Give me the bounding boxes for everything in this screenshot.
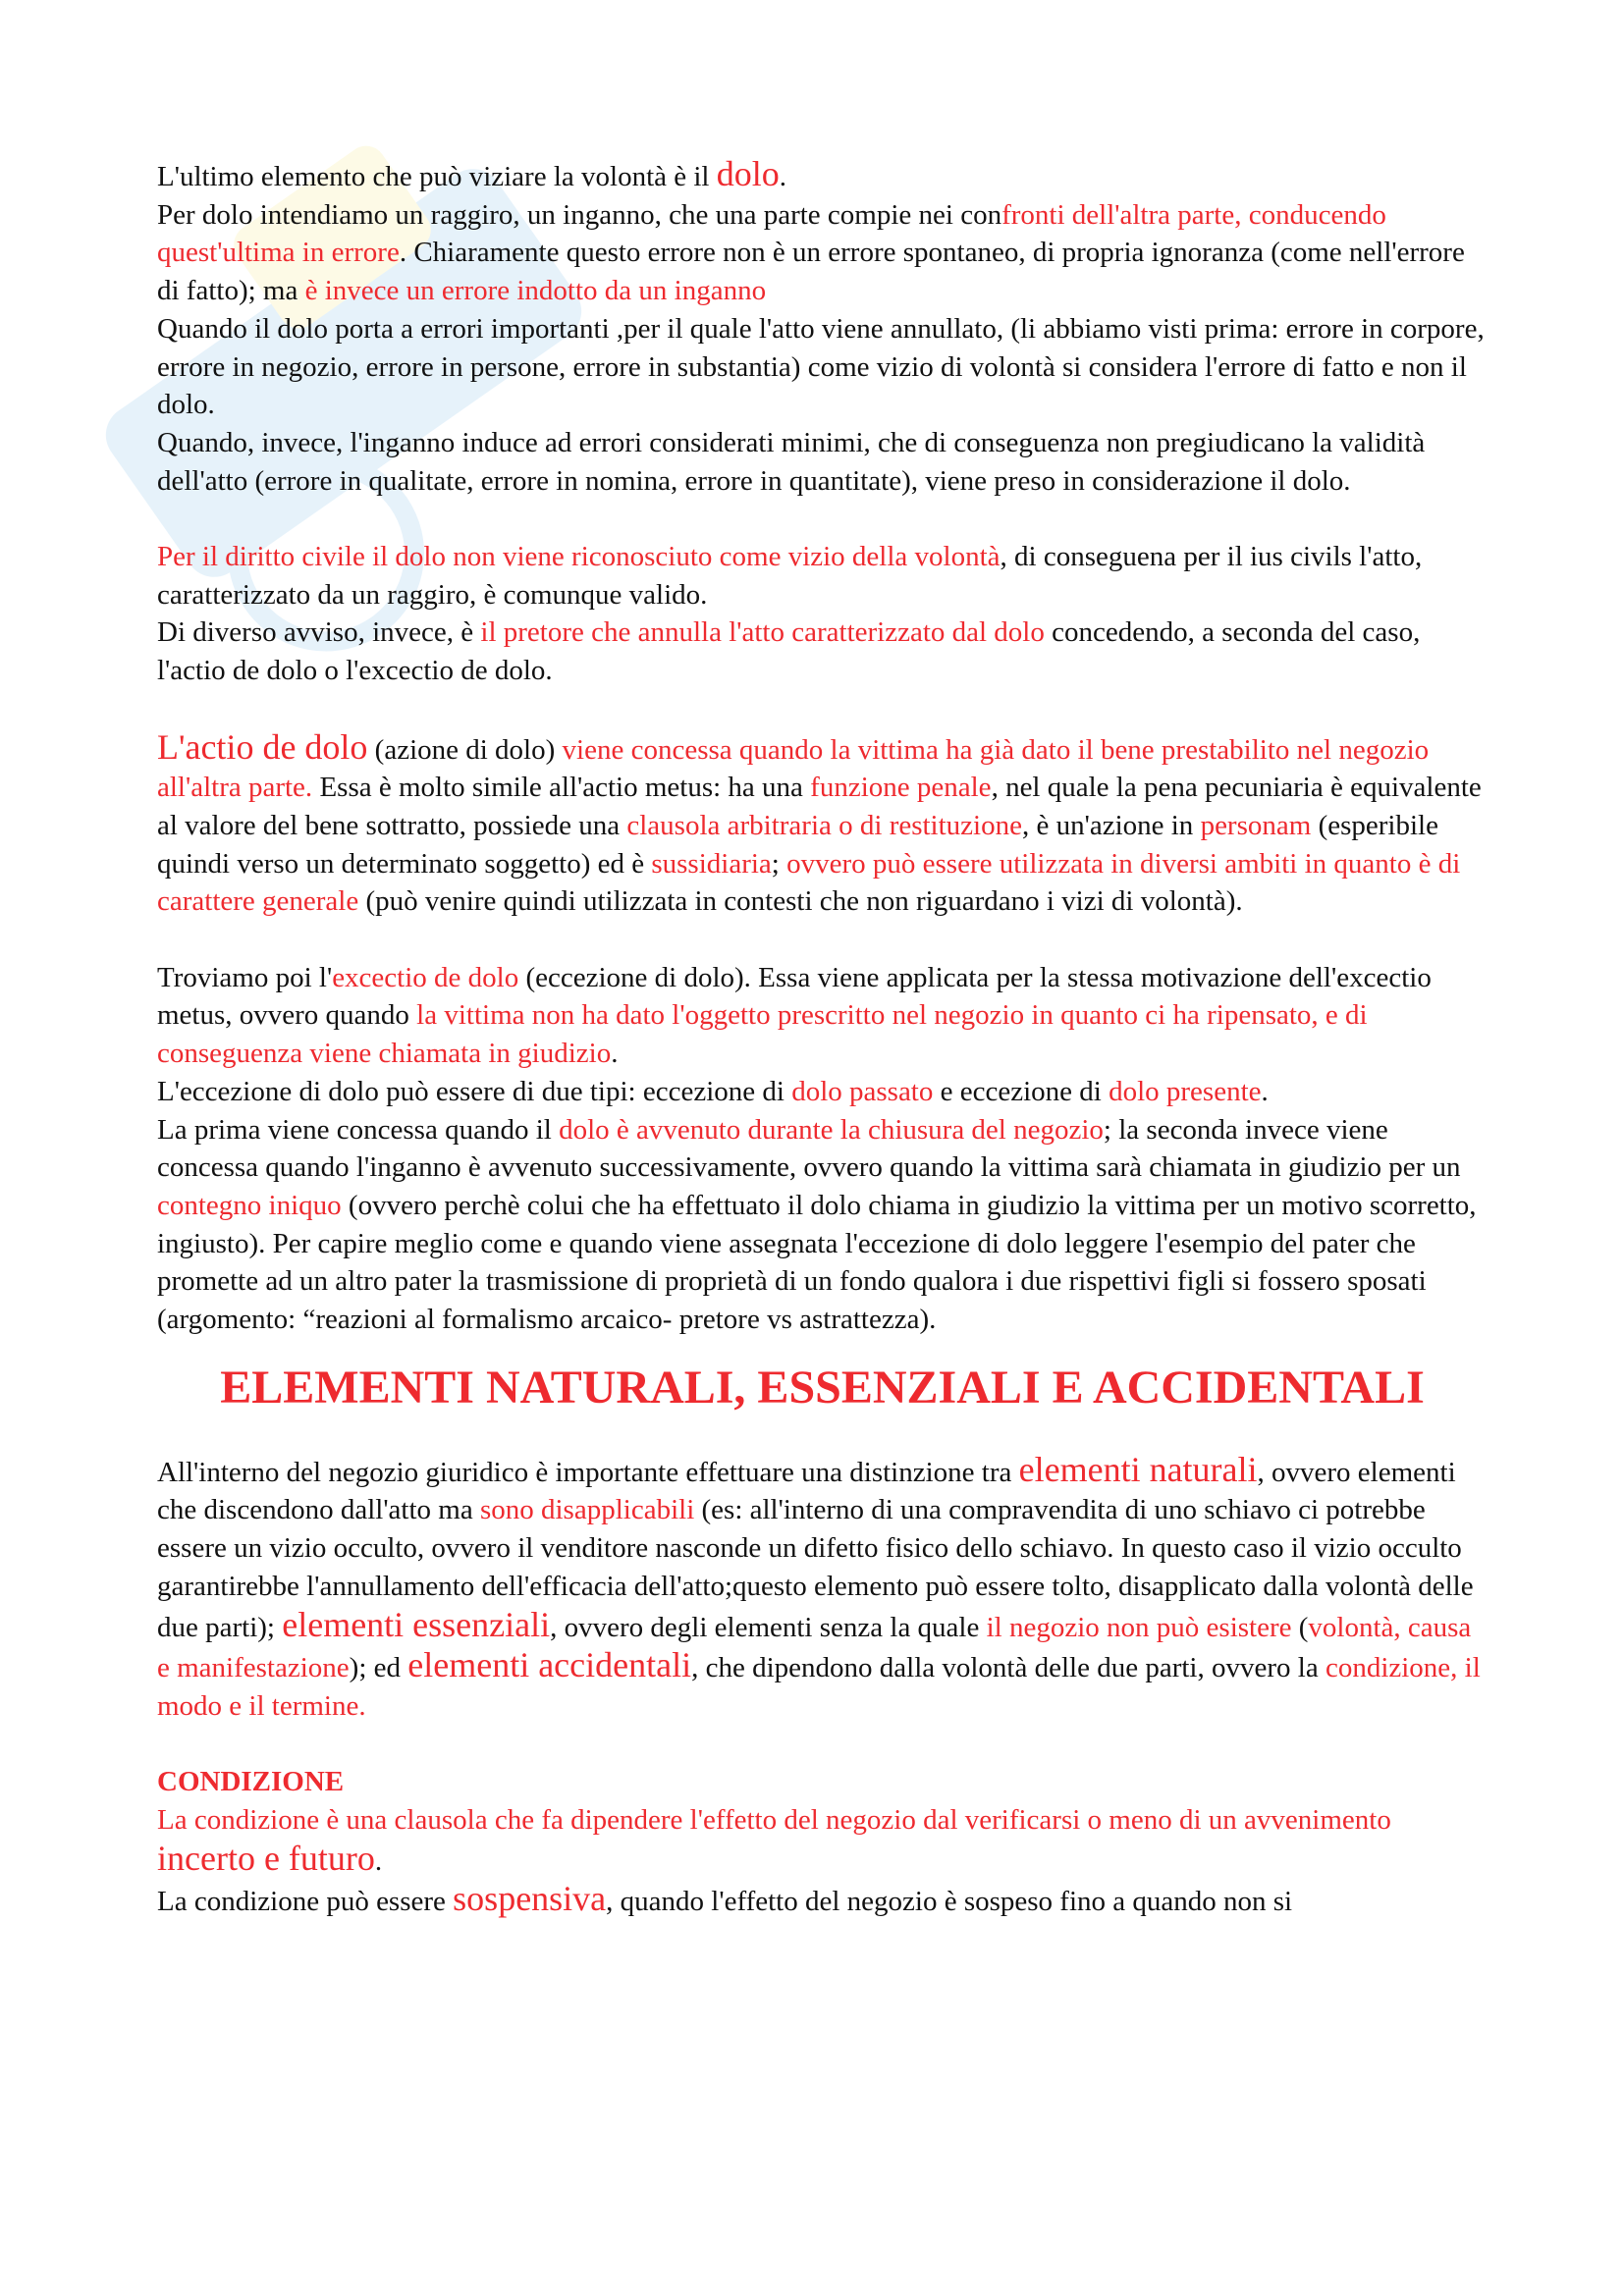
paragraph	[157, 196, 1488, 310]
section-heading: ELEMENTI NATURALI, ESSENZIALI E ACCIDENTALI	[220, 1361, 1425, 1414]
highlighted-text: elementi naturali	[1018, 1449, 1258, 1489]
text-run: Troviamo poi l'	[157, 961, 333, 993]
text-run: Per dolo intendiamo un raggiro, un inganno, che una parte compie nei con	[157, 198, 1002, 231]
highlighted-text: dolo passato	[791, 1075, 934, 1107]
text-run: , ovvero elementi che discendono dall'atto ma	[157, 1456, 1456, 1526]
paragraph	[157, 424, 1488, 500]
highlighted-text: viene concessa quando la vittima ha già dato il bene prestabilito nel negozio all'altra parte.	[157, 733, 1430, 804]
highlighted-text: CONDIZIONE	[157, 1766, 345, 1798]
highlighted-text: funzione penale	[810, 772, 992, 804]
highlighted-text: L'actio de dolo	[157, 726, 368, 767]
text-run: , di conseguena per il ius civils l'atto, caratterizzato da un raggiro, è comunque valido.	[157, 541, 1423, 611]
paragraph	[157, 1880, 1488, 1921]
highlighted-text: il pretore che annulla l'atto caratterizzato dal dolo	[480, 616, 1045, 649]
highlighted-text: ovvero può essere utilizzata in diversi ambiti in quanto è di carattere generale	[157, 847, 1461, 918]
paragraph	[157, 1451, 1488, 1726]
highlighted-text: volontà, causa e manifestazione	[157, 1611, 1472, 1684]
highlighted-text: sussidiaria	[651, 847, 772, 880]
paragraph	[157, 538, 1488, 614]
text-run: e eccezione di	[933, 1075, 1109, 1107]
highlighted-text: Per il diritto civile il dolo non viene riconosciuto come vizio della volontà	[157, 541, 1001, 573]
highlighted-text: sospensiva	[453, 1879, 607, 1919]
text-run: (può venire quindi utilizzata in contesti che non riguardano i vizi di volontà).	[358, 885, 1243, 918]
highlighted-text: excectio de dolo	[332, 961, 519, 993]
paragraph	[157, 310, 1488, 424]
text-run: (ovvero perchè colui che ha effettuato il dolo chiama in giudizio la vittima per un motivo scorretto, ingiusto). Per capire meglio come e quando viene assegnata l'eccezione di dolo leggere l'esempio del pater che promette ad un altro pater la trasmissione di proprietà di un fondo qualora i due rispettivi figli si fossero sposati (argomento: “reazioni al formalismo arcaico- pretore vs astrattezza).	[157, 1189, 1477, 1336]
text-run: , ovvero degli elementi senza la quale	[550, 1611, 987, 1643]
highlighted-text: fronti dell'altra parte, conducendo quest'ultima in errore	[157, 198, 1386, 269]
text-run: (eccezione di dolo). Essa viene applicata per la stessa motivazione dell'excectio metus, ovvero quando	[157, 961, 1432, 1032]
text-run: L'ultimo elemento che può viziare la volontà è il	[157, 161, 717, 192]
text-run: , quando l'effetto del negozio è sospeso fino a quando non si	[606, 1886, 1293, 1918]
highlighted-text: dolo presente	[1109, 1075, 1262, 1107]
paragraph	[157, 1763, 1488, 1801]
highlighted-text: contegno iniquo	[157, 1189, 342, 1221]
paragraph	[157, 728, 1488, 922]
text-run: .	[1261, 1075, 1269, 1107]
text-run: Quando, invece, l'inganno induce ad errori considerati minimi, che di conseguenza non pregiudicano la validità dell'atto (errore in qualitate, errore in nomina, errore in quantitate), viene preso in considerazione il dolo.	[157, 426, 1426, 497]
paragraph	[157, 1073, 1488, 1111]
highlighted-text: La condizione è una clausola che fa dipendere l'effetto del negozio dal verificarsi o meno di un avvenimento	[157, 1804, 1391, 1837]
paragraph	[157, 959, 1488, 1073]
paragraph	[157, 155, 1488, 196]
text-run: (esperibile quindi verso un determinato soggetto) ed è	[157, 809, 1438, 880]
text-run: (azione di dolo)	[367, 733, 563, 766]
highlighted-text: personam	[1200, 809, 1312, 841]
text-run: .	[779, 161, 786, 192]
text-run: Essa è molto simile all'actio metus: ha una	[312, 772, 811, 804]
text-run: La condizione può essere	[157, 1886, 454, 1918]
paragraph	[157, 614, 1488, 689]
text-run: La prima viene concessa quando il	[157, 1113, 560, 1146]
text-run: concedendo, a seconda del caso, l'actio de dolo o l'excectio de dolo.	[157, 616, 1421, 687]
text-run: ;	[771, 847, 787, 880]
highlighted-text: dolo è avvenuto durante la chiusura del negozio	[559, 1113, 1104, 1146]
document-page	[157, 155, 1488, 1921]
text-run: ); ed	[349, 1652, 408, 1684]
text-run: Di diverso avviso, invece, è	[157, 616, 481, 649]
text-run: Quando il dolo porta a errori importanti ,per il quale l'atto viene annullato, (li abbiamo visti prima: errore in corpore, errore in negozio, errore in persone, errore in substantia) come vizio di volontà si considera l'errore di fatto e non il dolo.	[157, 312, 1485, 421]
text-run: , nel quale la pena pecuniaria è equivalente al valore del bene sottratto, possiede una	[157, 772, 1482, 841]
text-run: . Chiaramente questo errore non è un errore spontaneo, di propria ignoranza (come nell'errore di fatto); ma	[157, 237, 1465, 307]
highlighted-text: il negozio non può esistere	[986, 1611, 1292, 1643]
text-run: , è un'azione in	[1021, 809, 1201, 841]
highlighted-text: elementi accidentali	[407, 1645, 692, 1685]
highlighted-text: è invece un errore indotto da un inganno	[304, 275, 767, 307]
text-run: (es: all'interno di una compravendita di uno schiavo ci potrebbe essere un vizio occulto, ovvero il venditore nasconde un difetto fisico dello schiavo. In questo caso il vizio occulto garantirebbe l'annullamento dell'efficacia dell'atto;questo elemento può essere tolto, disapplicato dalla volontà delle due parti);	[157, 1494, 1474, 1643]
blank-line	[157, 690, 1488, 728]
paragraph	[157, 1801, 1488, 1880]
text-run: , che dipendono dalla volontà delle due parti, ovvero la	[691, 1652, 1325, 1684]
paragraph	[157, 1111, 1488, 1339]
blank-line	[157, 921, 1488, 959]
text-run: .	[374, 1844, 383, 1877]
blank-line	[157, 1726, 1488, 1764]
highlighted-text: incerto e futuro	[157, 1838, 375, 1878]
highlighted-text: dolo	[716, 154, 780, 193]
highlighted-text: condizione, il modo e il termine.	[157, 1652, 1481, 1722]
highlighted-text: elementi essenziali	[282, 1604, 551, 1644]
text-run: .	[611, 1038, 619, 1070]
highlighted-text: sono disapplicabili	[479, 1494, 695, 1526]
blank-line	[157, 500, 1488, 538]
text-run: All'interno del negozio giuridico è importante effettuare una distinzione tra	[157, 1456, 1019, 1488]
highlighted-text: la vittima non ha dato l'oggetto prescritto nel negozio in quanto ci ha ripensato, e di conseguenza viene chiamata in giudizio	[157, 999, 1368, 1070]
text-run: ; la seconda invece viene concessa quando l'inganno è avvenuto successivamente, ovvero quando la vittima sarà chiamata in giudizio per un	[157, 1113, 1461, 1184]
highlighted-text: clausola arbitraria o di restituzione	[626, 809, 1022, 841]
text-run: L'eccezione di dolo può essere di due tipi: eccezione di	[157, 1075, 792, 1107]
text-run: (	[1291, 1611, 1309, 1643]
